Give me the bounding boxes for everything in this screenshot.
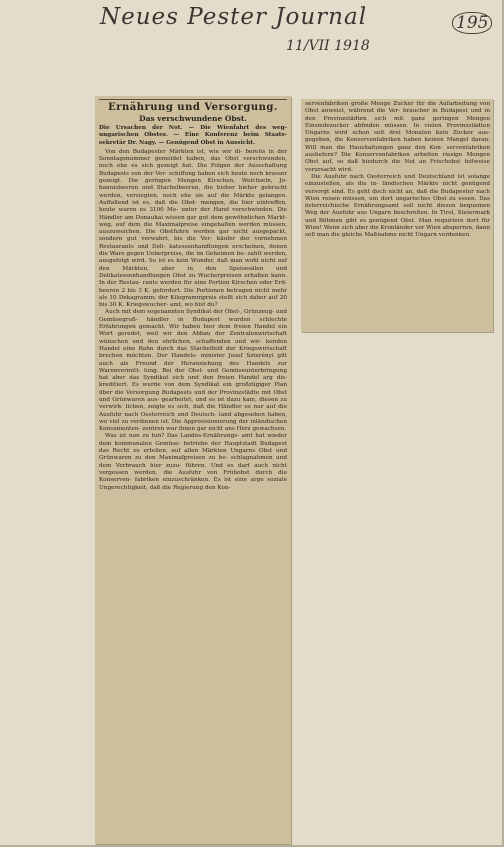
article-paragraph: Die Ausfuhr nach Oesterreich und Deutschland ist solange einzustellen, als die in- ländischen Märkte nicht genügend versorgt sind. Es geht doch nicht an, daß die Budapester nach Wien reisen müssen, um dort ungarisches Obst zu essen. Das österreichische Ernährungsamt soll nicht diesen bequemen Weg der Ausfuhr aus Ungarn beschreiten. In Tirol, Steiermark und Böhmen gibt es genügend Obst. Man requiriere dort für Wien! Wenn sich aber die Kronländer vor Wien absperren, dann soll man die gleiche Maßnahme nicht Ungarn verdenken. [305, 173, 490, 239]
handwritten-date: 11/VII 1918 [286, 38, 370, 54]
article-paragraph: Von den Budapester Märkten ist, wie wir di- bereits in der Sonntagsnummer gemeldet haben, das Obst verschwunden, noch ehe es sich gezeigt hat. Die Folgen der Ausschaltung Budapests von der Ver- schiffung haben sich heute noch krasser gezeigt. Die geringen Mengen Kirschen, Weichseln, Jo- hannisbeeren und Stachelbeeren, die bisher hieher gebracht werden, versiegten, noch ehe sie auf die Märkte gelangen. Auffallend ist es, daß die Obst- mengen, die hier eintreffen, heute waren es 3100 Me- unter der Hand verschwinden. Die Händler am Donaukai wissen gar gut dem gewöhnlichen Markt- weg, auf dem die Maximalpreise eingehalten werden müssen, auszuweichen. Die Obstfuhre werden gar nicht ausgepackt, sondern gut verwahrt, bis die Ver- käufer der vornehmen Restaurants und Deli- katessenhandlungen erscheinen, denen die Ware gegen Ueberpreise, die im Geheimen be- zahlt werden, ausgefolgt wird. So ist es kein Wunder, daß man wohl nicht auf den Märkten, aber in den Speisesälen und Delikatessenhandlungen Obst zu Wucherpreisen erhalten kann. In der Restau- rants werden für eine Portion Kirschen oder Erd- beeren 2 bis 3 K. gefordert. Die Portionen betragen nicht mehr als 10 Dekagramm; der Kilogrammpreis stellt sich daher auf 20 bis 30 K. Kriegswucher- amt, wo bist du? [99, 148, 287, 309]
handwritten-publication-name: Neues Pester Journal [100, 4, 368, 30]
article-paragraph: Was ist nun zu tun? Das Landes-Ernährungs- amt hat wieder dem kommunalen Gemüse- betriebe der Hauptstadt Budapest das Recht zu erteilen, auf allen Märkten Ungarns Obst und Grünwaren zu den Maximalpreisen zu be- schlagnahmen und dem Verbrauch hier zuzu- führen. Und es darf auch nicht vergessen werden, die Ausfuhr von Frühobst durch die Konserven- fabriken einzuschränken. Es ist eine arge soziale Ungerechtigkeit, daß die Regierung den Kon- [99, 433, 287, 491]
article-subheadline: Das verschwundene Obst. [139, 114, 247, 123]
article-headline: Ernährung und Versorgung. [99, 99, 287, 113]
article-clipping-left-column [95, 96, 291, 844]
article-paragraph: Auch mit dem sogenannten Syndikat der Obst-, Grünzeug- und Gemüsegroß- händler in Budapest wurden schlechte Erfahrungen gemacht. Wir haben hier dem freien Handel ein Wort geredet, weil wir den Abbau der Zentralenwirtschaft wünschen und den ehrlichen, schaffenden und wir- kenden Handel eine Bahn durch das Stachelfeld der Kriegswirtschaft brechen möchten. Der Handels- minister Josef Szterényi gilt auch als Freund der Heranziehung des Handels zur Warenvermitt- lung. Bei der Obst- und Gemüseunterbringung hat aber das Syndikat sich und den freien Handel arg dis- kreditiert. Es wurde von dem Syndikat ein großzügiger Plan über die Versorgung Budapests und der Provinzstädte mit Obst und Grünwaren aus- gearbeitet, und es ist dazu kam, diesen zu verwirk- lichen, zeigte es sich, daß die Händler es nur auf die Ausfuhr nach Oesterreich und Deutsch- land abgesehen haben, wo viel zu verdienen ist. Die Approvisionierung der inländischen Konsumenten- zentren war ihnen gar nicht ans Herz gewachsen. [99, 309, 287, 433]
article-clipping-right-column [301, 99, 493, 332]
article-paragraph: servenfabriken große Menge Zucker für die Aufarbeitung von Obst anweist, während die Ver- braucher in Budapest und in den Provinzstädten sich mit ganz geringen Mengen Einsiedezucker abfinden müssen. In vielen Provinzstädten Ungarns wird schon seit drei Monaten kein Zucker aus- gegeben, die Konservenfabriken haben keinen Mangel daran. Will man die Haushaltungen ganz den Kon- servenfabriken ausliefern? Die Konservenfabriken arbeiten riesige Mengen Obst auf, so daß hiedurch die Not an Frischobst teilweise verursacht wird. [305, 101, 490, 173]
article-summary: Die Ursachen der Not. — Die Wienfahrt des weg-ungarischen Obstes. — Eine Konferenz beim Staats-sekretär Dr. Nagy. — Genügend Obst in Aussicht. [99, 125, 287, 146]
handwritten-archive-number: 195 [452, 12, 492, 34]
